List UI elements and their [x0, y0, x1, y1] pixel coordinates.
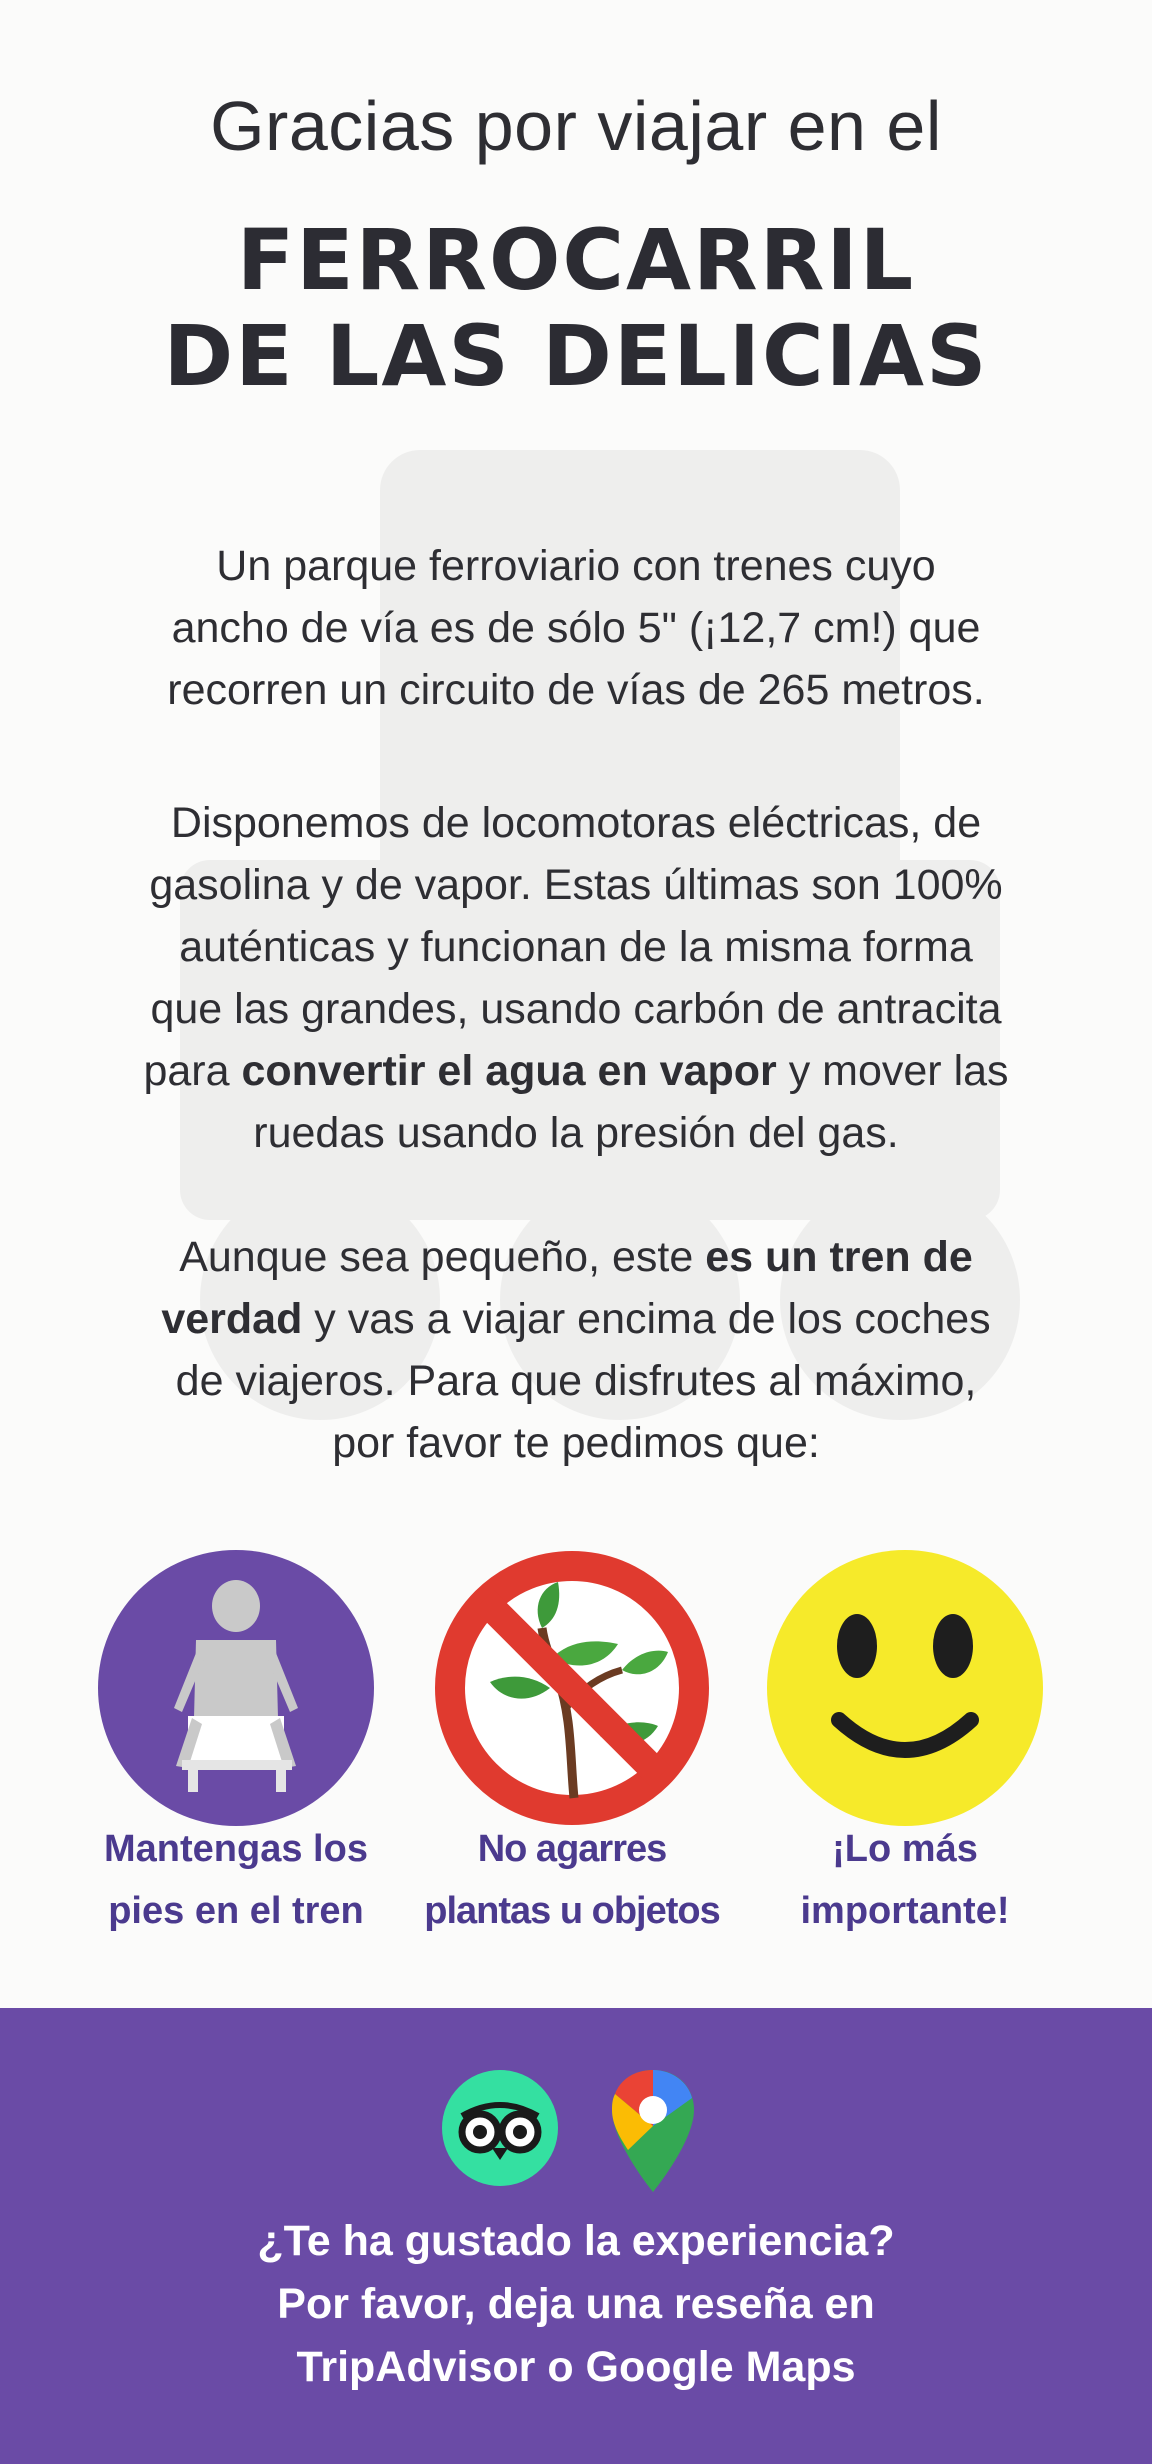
text-line: recorren un circuito de vías de 265 metros.: [167, 666, 985, 714]
text-line: de viajeros. Para que disfrutes al máximo,: [175, 1357, 977, 1405]
text-fragment: y mover las: [776, 1047, 1009, 1095]
no-plants-icon: [432, 1548, 712, 1828]
rule-label-line: ¡Lo más: [832, 1828, 978, 1870]
text-line: Disponemos de locomotoras eléctricas, de: [170, 799, 982, 847]
text-fragment: Aunque sea pequeño, este: [179, 1233, 706, 1281]
intro-paragraph: [90, 535, 1062, 721]
text-line: por favor te pedimos que:: [332, 1419, 820, 1467]
text-line: gasolina y de vapor. Estas últimas son 100%: [149, 861, 1003, 909]
footer-line: Por favor, deja una reseña en: [277, 2280, 875, 2328]
tripadvisor-icon[interactable]: [440, 2068, 560, 2188]
title-line-1: FERROCARRIL: [236, 211, 916, 309]
bold-fragment: verdad: [161, 1295, 303, 1343]
bold-fragment: convertir el agua en vapor: [241, 1047, 777, 1095]
locomotives-paragraph: [90, 792, 1062, 1164]
rule-label-line: plantas u objetos: [424, 1890, 720, 1932]
seated-person-icon: [96, 1548, 376, 1828]
bold-fragment: es un tren de: [705, 1233, 973, 1281]
review-request: [0, 2210, 1152, 2399]
text-line: [90, 1226, 1062, 1288]
text-line: Un parque ferroviario con trenes cuyo: [216, 542, 936, 590]
google-maps-pin-icon[interactable]: [608, 2066, 698, 2196]
rule-label-line: importante!: [800, 1890, 1010, 1932]
rule-label-feet: [66, 1818, 406, 1942]
text-fragment: para: [143, 1047, 242, 1095]
title-line-2: DE LAS DELICIAS: [163, 307, 989, 405]
rule-label-line: Mantengas los: [104, 1828, 368, 1870]
text-fragment: y vas a viajar encima de los coches: [302, 1295, 991, 1343]
text-line: que las grandes, usando carbón de antracita: [150, 985, 1002, 1033]
rule-label-line: pies en el tren: [108, 1890, 364, 1932]
rule-label-line: No agarres: [477, 1828, 667, 1870]
rule-label-plants: [402, 1818, 742, 1942]
text-line: [90, 1288, 1062, 1350]
rule-label-important: [735, 1818, 1075, 1942]
smiley-icon: [765, 1548, 1045, 1828]
text-line: [90, 1040, 1062, 1102]
footer-line: ¿Te ha gustado la experiencia?: [257, 2217, 895, 2265]
page-title: [0, 212, 1152, 404]
subtitle: Gracias por viajar en el: [210, 87, 942, 165]
footer-line: TripAdvisor o Google Maps: [296, 2343, 856, 2391]
request-paragraph: [90, 1226, 1062, 1474]
text-line: ancho de vía es de sólo 5" (¡12,7 cm!) que: [171, 604, 981, 652]
text-line: ruedas usando la presión del gas.: [253, 1109, 899, 1157]
text-line: auténticas y funcionan de la misma forma: [179, 923, 973, 971]
